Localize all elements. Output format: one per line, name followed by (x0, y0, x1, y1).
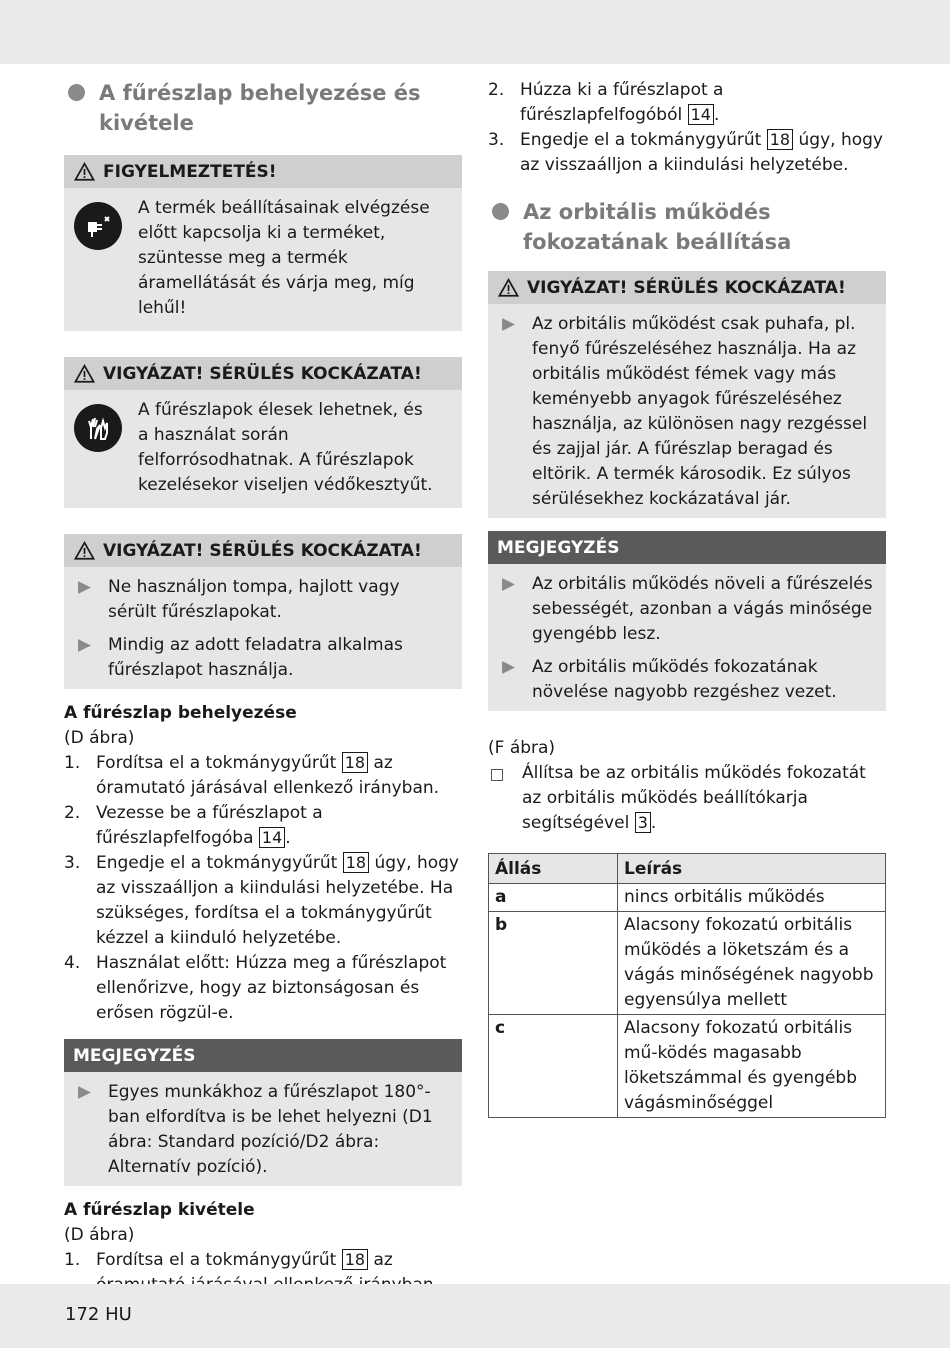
insert-steps (64, 751, 462, 1026)
bullet-dot-icon (68, 84, 85, 101)
figure-ref: (F ábra) (488, 738, 556, 758)
warning-triangle-icon (498, 278, 519, 297)
gloves-icon (74, 404, 122, 452)
section-title-blade: A fűrészlap behelyezése és kivétele (64, 78, 462, 138)
remove-steps-continued (488, 78, 886, 178)
list-item: Ne használjon tompa, hajlott vagy sérült fűrészlapokat. (74, 575, 450, 625)
table-cell-position: a (489, 884, 618, 912)
part-number: 18 (343, 852, 369, 873)
unplug-icon (74, 202, 122, 250)
warning-box-orbital (488, 271, 886, 518)
list-item: 4. Használat előtt: Húzza meg a fűrészlapot ellenőrizve, hogy az biztonságosan és erősen rögzül-e. (64, 953, 447, 1023)
table-cell-description: Alacsony fokozatú orbitális működés a löketszám és a vágás minőségének nagyobb egyensúlya mellett (618, 912, 886, 1015)
warning-head: VIGYÁZAT! SÉRÜLÉS KOCKÁZATA! (488, 271, 886, 304)
warning-head: VIGYÁZAT! SÉRÜLÉS KOCKÁZATA! (64, 534, 462, 567)
part-number: 14 (688, 104, 714, 125)
page-number: 172 HU (65, 1304, 132, 1325)
remove-title: A fűrészlap kivétele (64, 1200, 255, 1220)
part-number: 14 (259, 827, 285, 848)
warning-box-blades (64, 534, 462, 689)
table-cell-description: nincs orbitális működés (618, 884, 886, 912)
table-header-row (489, 854, 886, 884)
figure-ref: (D ábra) (64, 728, 135, 748)
note-box-orbital (488, 531, 886, 711)
figure-ref: (D ábra) (64, 1225, 135, 1245)
list-item: Az orbitális működés növeli a fűrészelés sebességét, azonban a vágás minősége gyengébb lesz. (498, 572, 874, 647)
arrow-bullet-icon (77, 638, 92, 653)
orbital-settings-table (488, 853, 886, 1118)
header-band (0, 0, 950, 64)
list-item: 1. Fordítsa el a tokmánygyűrűt 18 az (64, 1250, 393, 1270)
insert-title: A fűrészlap behelyezése (64, 703, 297, 723)
warning-triangle-icon (74, 541, 95, 560)
checkbox-icon (491, 769, 503, 781)
bullet-dot-icon (492, 203, 509, 220)
table-cell-description: Alacsony fokozatú orbitális mű-ködés magasabb löketszámmal és gyengébb vágásminőséggel (618, 1015, 886, 1118)
warning-head: VIGYÁZAT! SÉRÜLÉS KOCKÁZATA! (64, 357, 462, 390)
list-item: Egyes munkákhoz a fűrészlapot 180°-ban elfordítva is be lehet helyezni (D1 ábra: Standard pozíció/D2 ábra: Alternatív pozíció). (74, 1080, 450, 1180)
part-number: 18 (342, 1249, 368, 1270)
part-number: 3 (635, 812, 651, 833)
list-item: Az orbitális működés fokozatának növelése nagyobb rezgéshez vezet. (498, 655, 874, 705)
arrow-bullet-icon (501, 577, 516, 592)
list-item: Az orbitális működést csak puhafa, pl. fenyő fűrészeléséhez használja. Ha az orbitális működést fémek vagy más keményebb anyagok fűrészeléséhez használja, az különösen nagy rezgéssel és zajjal jár. A fűrészlap beragad és eltörik. A termék károsodik. Ez súlyos sérülésekhez kockázatával jár. (498, 312, 874, 512)
warning-triangle-icon (74, 162, 95, 181)
footer-band (0, 1284, 950, 1348)
warning-box-gloves (64, 357, 462, 508)
list-item: 3. Engedje el a tokmánygyűrűt 18 úgy, hogy az visszaálljon a kiindulási helyzetébe. (488, 130, 883, 175)
note-head: MEGJEGYZÉS (488, 531, 886, 564)
table-row (489, 1015, 886, 1118)
table-header-cell: Állás (489, 854, 618, 884)
warning-triangle-icon (74, 364, 95, 383)
list-item: Mindig az adott feladatra alkalmas fűrészlapot használja. (74, 633, 450, 683)
section-title-orbital: Az orbitális működés fokozatának beállítása (488, 197, 886, 257)
table-cell-position: c (489, 1015, 618, 1118)
warning-text: A termék beállításainak elvégzése előtt kapcsolja ki a terméket, szüntesse meg a termék áramellátását és várja meg, míg lehűl! (138, 198, 430, 318)
warning-text: A fűrészlapok élesek lehetnek, és a használat során felforrósodhatnak. A fűrészlapok kezelésekor viseljen védőkesztyűt. (138, 400, 433, 495)
table-cell-position: b (489, 912, 618, 1015)
table-row (489, 912, 886, 1015)
check-item: Állítsa be az orbitális működés fokozatát az orbitális működés beállítókarja segítségével 3 . (488, 761, 886, 836)
list-item: 3. Engedje el a tokmánygyűrűt 18 úgy, hogy az visszaálljon a kiindulási helyzetébe. Ha szükséges, fordítsa el a tokmánygyűrűt kézzel a kiinduló helyzetébe. (64, 853, 459, 948)
list-item: 1. Fordítsa el a tokmánygyűrűt 18 az óramutató járásával ellenkező irányban. (64, 753, 440, 798)
warning-box-power (64, 155, 462, 331)
arrow-bullet-icon (77, 1085, 92, 1100)
note-box (64, 1039, 462, 1186)
right-column (488, 78, 886, 1118)
arrow-bullet-icon (501, 317, 516, 332)
list-item: 2. Húzza ki a fűrészlapot a fűrészlapfelfogóból 14 . (488, 80, 724, 125)
arrow-bullet-icon (77, 580, 92, 595)
part-number: 18 (342, 752, 368, 773)
warning-head: FIGYELMEZTETÉS! (64, 155, 462, 188)
part-number: 18 (767, 129, 793, 150)
list-item: 2. Vezesse be a fűrészlapot a fűrészlapfelfogóba 14 . (64, 803, 323, 848)
table-header-cell: Leírás (618, 854, 886, 884)
table-row (489, 884, 886, 912)
left-column (64, 78, 462, 1298)
arrow-bullet-icon (501, 660, 516, 675)
note-head: MEGJEGYZÉS (64, 1039, 462, 1072)
